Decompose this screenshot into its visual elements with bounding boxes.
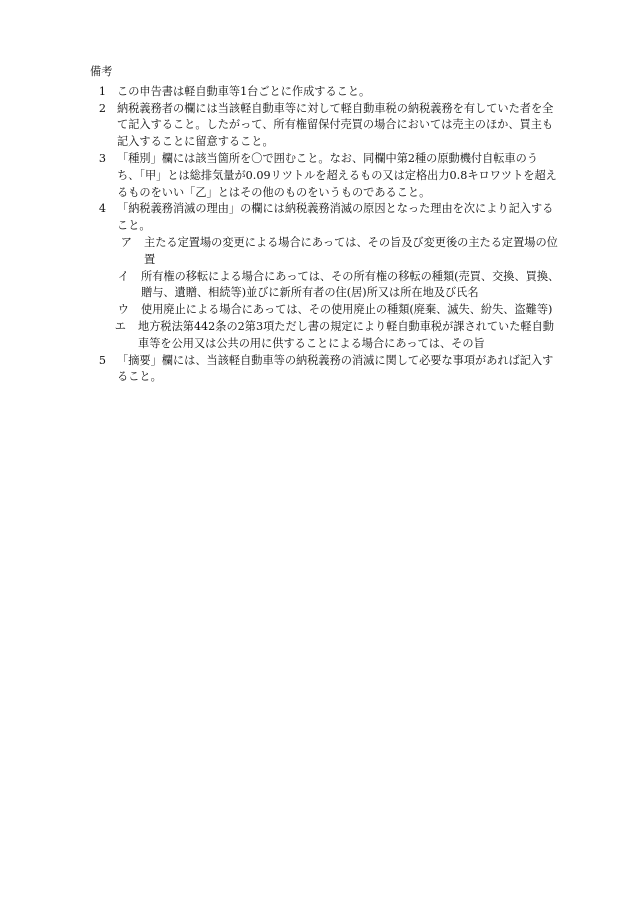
remarks-item — [90, 201, 560, 235]
remarks-item — [90, 151, 560, 201]
remarks-subitem — [90, 269, 560, 303]
remarks-subitem — [90, 235, 560, 269]
item-text: 「納税義務消滅の理由」の欄には納税義務消滅の原因となった理由を次により記入すること。 — [117, 202, 554, 233]
subitem-text: 主たる定置場の変更による場合にあっては、その旨及び変更後の主たる定置場の位置 — [144, 235, 558, 266]
subitem-marker: エ — [114, 319, 126, 333]
subitem-marker: ウ — [117, 303, 129, 317]
remarks-subitem — [90, 319, 560, 353]
remarks-item — [90, 101, 560, 151]
subitem-text: 使用廃止による場合にあっては、その使用廃止の種類(廃棄、滅失、紛失、盗難等) — [141, 303, 553, 317]
item-number: 4 — [98, 202, 106, 216]
remarks-item — [90, 353, 560, 387]
remarks-subitem — [90, 302, 560, 319]
item-text: 「摘要」欄には、当該軽自動車等の納税義務の消滅に関して必要な事項があれば記入すること。 — [117, 353, 554, 384]
item-number: 3 — [98, 151, 106, 165]
item-number: 5 — [98, 353, 106, 367]
item-text: 納税義務者の欄には当該軽自動車等に対して軽自動車税の納税義務を有していた者を全て記入すること。したがって、所有権留保付売買の場合においては売主のほか、買主も記入することに留意すること。 — [117, 101, 554, 149]
remarks-heading: 備考 — [90, 65, 113, 78]
item-number: 2 — [98, 101, 106, 115]
item-number: 1 — [98, 84, 106, 98]
remarks-section — [90, 64, 560, 386]
item-text: この申告書は軽自動車等1台ごとに作成すること。 — [117, 84, 371, 98]
subitem-marker: ア — [120, 235, 132, 249]
subitem-text: 所有権の移転による場合にあっては、その所有権の移転の種類(売買、交換、買換、贈与、遺贈、相続等)並びに新所有者の住(居)所又は所在地及び氏名 — [141, 269, 560, 300]
subitem-marker: イ — [117, 269, 129, 283]
subitem-text: 地方税法第442条の2第3項ただし書の規定により軽自動車税が課されていた軽自動車等を公用又は公共の用に供することによる場合にあっては、その旨 — [138, 319, 554, 350]
remarks-item — [90, 84, 560, 101]
item-text: 「種別」欄には該当箇所を〇で囲むこと。なお、同欄中第2種の原動機付自転車のうち、「甲」とは総排気量が0.09リツトルを超えるもの又は定格出力0.8キロワツトを超えるものをいい「乙」とはその他のものをいうものであること。 — [117, 151, 557, 199]
